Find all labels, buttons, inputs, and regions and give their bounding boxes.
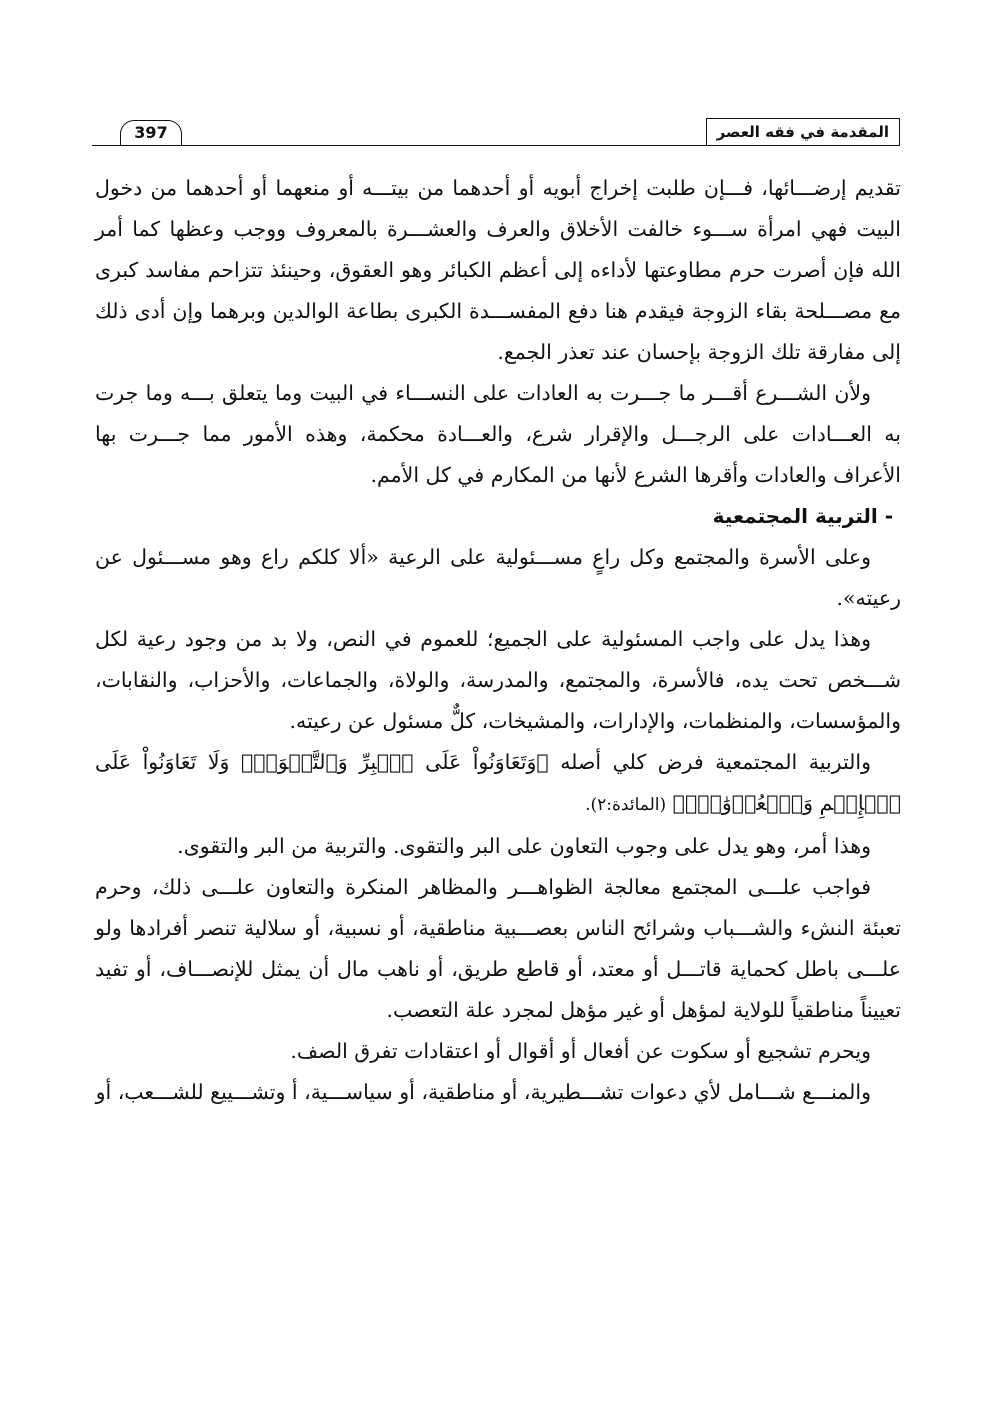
page-number: 397 — [120, 120, 182, 145]
paragraph: ويحرم تشجيع أو سكوت عن أفعال أو أقوال أو اعتقادات تفرق الصف. — [290, 1039, 871, 1063]
quran-intro: والتربية المجتمعية فرض كلي أصله — [560, 750, 871, 774]
paragraph: والمنـــع شـــامل لأي دعوات تشـــطيرية، أو مناطقية، أو سياســـية، أ وتشـــييع للشـــعب، أو — [95, 1080, 871, 1104]
quran-paragraph — [95, 742, 901, 826]
quran-verse: ﴿وَتَعَاوَنُواْ عَلَى ٱلۡبِرِّ وَٱلتَّقۡوَىٰۖ وَلَا تَعَاوَنُواْ عَلَى ٱلۡإِثۡمِ وَٱلۡعُدۡوَٰنِۚ﴾ — [95, 750, 901, 815]
page-header — [92, 118, 900, 146]
paragraph: ولأن الشـــرع أقـــر ما جـــرت به العادات على النســـاء في البيت وما يتعلق بـــه وما جرت به العـــادات على الرجـــل والإقرار شرع، والعـــادة محكمة، وهذه الأمور مما جـــرت بها الأعراف والعادات وأقرها الشرع لأنها من المكارم في كل الأمم. — [95, 381, 901, 487]
section-heading: - التربية المجتمعية — [712, 504, 893, 528]
page-body — [95, 168, 901, 1113]
paragraph: وهذا يدل على واجب المسئولية على الجميع؛ للعموم في النص، ولا بد من وجود رعية لكل شـــخص تحت يده، فالأسرة، والمجتمع، والمدرسة، والولاة، والجماعات، والأحزاب، والنقابات، والمؤسسات، والمنظمات، والإدارات، والمشيخات، كلٌّ مسئول عن رعيته. — [95, 627, 901, 733]
verse-citation: (المائدة:٢). — [585, 795, 667, 815]
header-rule — [92, 145, 900, 146]
paragraph: وهذا أمر، وهو يدل على وجوب التعاون على البر والتقوى. والتربية من البر والتقوى. — [177, 834, 871, 858]
paragraph: وعلى الأسرة والمجتمع وكل راعٍ مســـئولية على الرعية «ألا كلكم راع وهو مســـئول عن رعيته». — [95, 545, 901, 610]
paragraph: تقديم إرضـــائها، فـــإن طلبت إخراج أبويه أو أحدهما من بيتـــه أو منعهما أو أحدهما من دخول البيت فهي امرأة ســـوء خالفت الأخلاق والعرف والعشـــرة بالمعروف ووجب وعظها كما أمر الله فإن أصرت حرم مطاوعتها لأداءه إلى أعظم الكبائر وهو العقوق، وحينئذ تتزاحم مفاسد كبرى مع مصـــلحة بقاء الزوجة فيقدم هنا دفع المفســـدة الكبرى بطاعة الوالدين وبرهما وإن أدى ذلك إلى مفارقة تلك الزوجة بإحسان عند تعذر الجمع. — [95, 176, 901, 364]
book-title: المقدمة في فقه العصر — [706, 118, 900, 145]
paragraph: فواجب علـــى المجتمع معالجة الظواهـــر والمظاهر المنكرة والتعاون علـــى ذلك، وحرم تعبئة النشء والشـــباب وشرائح الناس بعصـــبية مناطقية، أو نسبية، أو سلالية تنصر أفرادها ولو علـــى باطل كحماية قاتـــل أو معتد، أو قاطع طريق، أو ناهب مال أن يمثل للإنصـــاف، أو تفيد تعييناً مناطقياً للولاية لمؤهل أو غير مؤهل لمجرد علة التعصب. — [95, 875, 901, 1022]
